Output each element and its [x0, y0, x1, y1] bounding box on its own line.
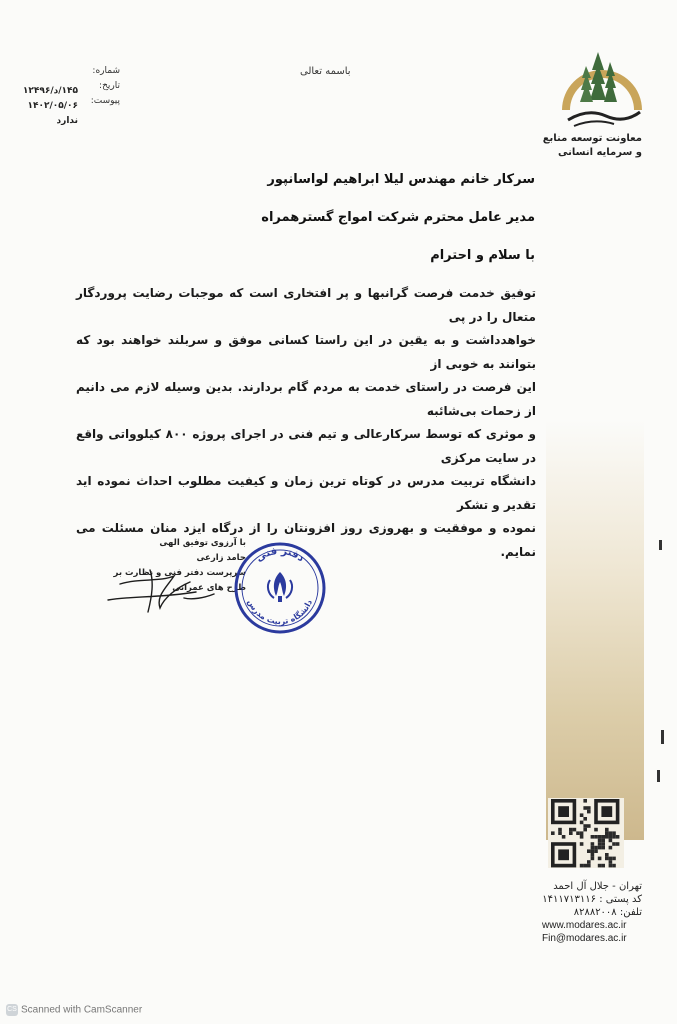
greeting: با سلام و احترام [430, 248, 535, 263]
iran-emblem-icon [268, 572, 292, 602]
qr-code [548, 798, 624, 868]
recipient-title: مدیر عامل محترم شرکت امواج گسترهمراه [261, 210, 535, 225]
attachment-value: ندارد [56, 116, 78, 126]
letterhead-caption-line1: معاونت توسعه منابع [542, 133, 642, 144]
body-line: خواهدداشت و به یقین در این راستا کسانی موفق و سربلند خواهند بود که بتوانند به خوبی از [76, 333, 536, 371]
body-line: دانشگاه تربیت مدرس در کوتاه ترین زمان و کیفیت مطلوب احداث نموده اید تقدیر و تشکر [76, 474, 536, 512]
official-stamp [230, 536, 330, 636]
camscanner-icon: CS [6, 1004, 18, 1016]
stamp-top-text: دفتر فنی [254, 545, 307, 565]
scanner-watermark-text: Scanned with CamScanner [21, 1004, 143, 1016]
meta-labels [78, 64, 120, 109]
svg-text:دانشگاه تربیت مدرس [245, 598, 314, 626]
decorative-gradient-band [546, 420, 644, 840]
footer-website[interactable]: www.modares.ac.ir [542, 920, 627, 931]
recipient-name: سرکار خانم مهندس لیلا ابراهیم لواسانپور [267, 172, 535, 187]
footer-email[interactable]: Fin@modares.ac.ir [542, 933, 627, 944]
meta-values [20, 84, 78, 129]
basmala: باسمه تعالی [300, 66, 351, 77]
stamp-bottom-text: دانشگاه تربیت مدرس [245, 597, 315, 627]
footer-phone-label: تلفن: [619, 907, 642, 918]
signatory-title: سرپرست دفتر فنی و نظارت بر طرح های عمرانی [113, 568, 246, 593]
letterhead-caption-line2: و سرمایه انسانی [558, 147, 642, 158]
number-label: شماره: [92, 66, 120, 76]
date-label: تاریخ: [99, 81, 120, 91]
attachment-label: پیوست: [90, 96, 120, 106]
body-line: و موثری که توسط سرکارعالی و تیم فنی در اجرای پروژه ۸۰۰ کیلوواتی واقع در سایت مرکزی [76, 427, 537, 465]
letterhead-caption [532, 132, 642, 160]
body-line: توفیق خدمت فرصت گرانبها و پر افتخاری است که موجبات رضایت پروردگار متعال را در پی [76, 286, 536, 324]
signatory-name: حامد زارعی [196, 553, 246, 563]
letter-body [76, 282, 536, 564]
footer-contact [542, 880, 642, 945]
footer-phone: ۸۲۸۸۲۰۰۸ [573, 907, 617, 918]
footer-postal: کد پستی : ۱۴۱۱۷۱۳۱۱۶ [542, 894, 642, 905]
edge-marks [653, 520, 673, 820]
body-line: نموده و موفقیت و بهروزی روز افزونتان را از درگاه ایزد منان مسئلت می نمایم. [76, 521, 536, 559]
footer-address: تهران - جلال آل احمد [553, 881, 642, 892]
handwritten-signature [100, 548, 220, 618]
number-value: ۱۴۵/د/۱۲۴۹۶ [22, 86, 78, 96]
date-value: ۱۴۰۲/۰۵/۰۶ [27, 101, 78, 111]
footer-phone-row [542, 906, 642, 919]
scanner-watermark [6, 1004, 142, 1016]
signature-closing: با آرزوی توفیق الهی [159, 538, 246, 548]
body-line: این فرصت در راستای خدمت به مردم گام بردارند. بدین وسیله لازم می دانیم از زحمات بی‌شائبه [76, 380, 536, 418]
